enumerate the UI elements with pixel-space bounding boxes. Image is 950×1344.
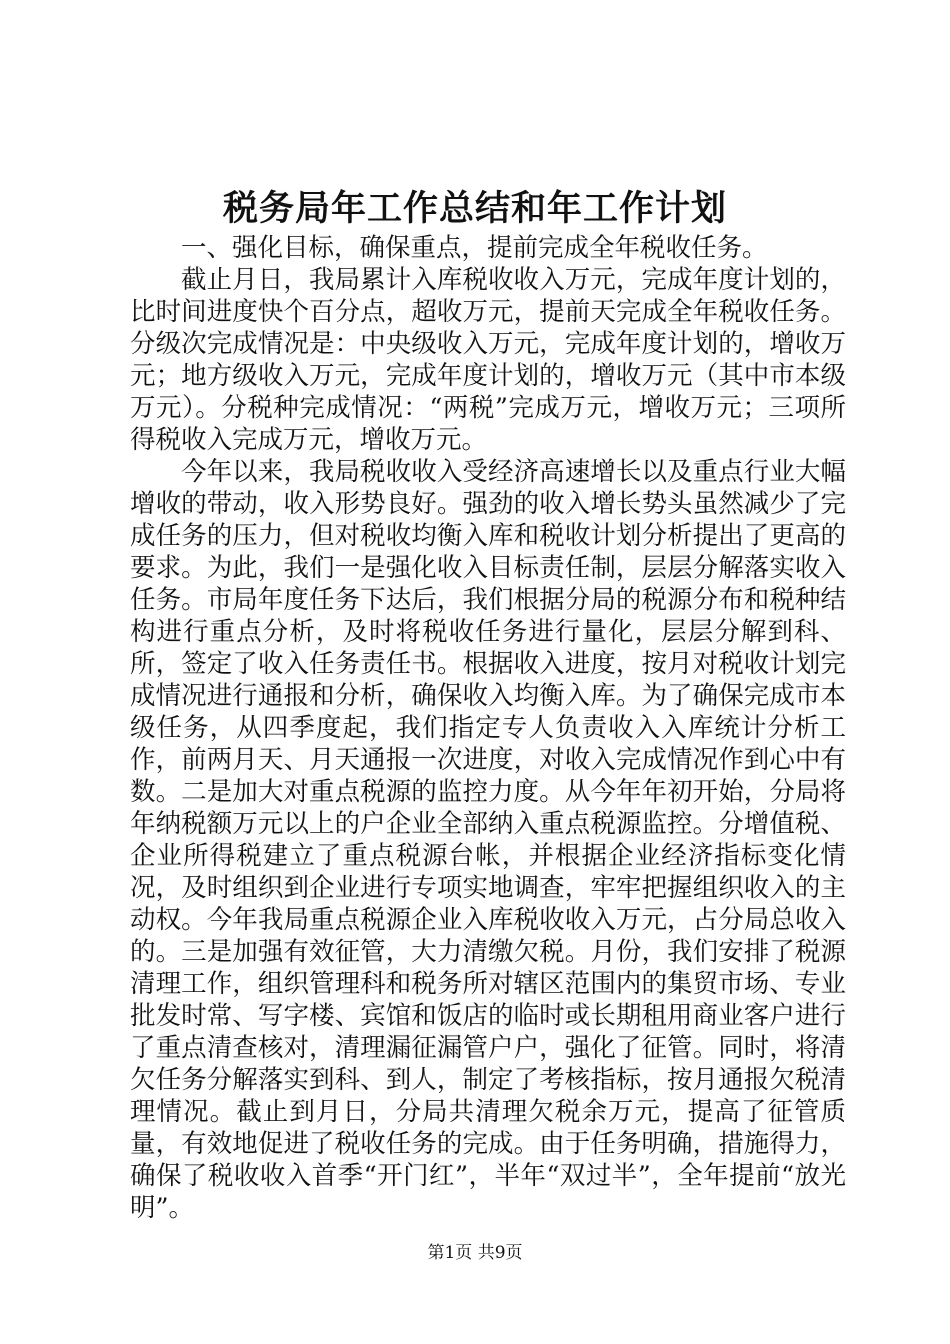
paragraph-revenue-summary: 截止月日，我局累计入库税收收入万元，完成年度计划的，比时间进度快个百分点，超收万元，提前天完成全年税收任务。分级次完成情况是：中央级收入万元，完成年度计划的，增收万元；地方级收入万元，完成年度计划的，增收万元（其中市本级万元）。分税种完成情况：“两税”完成万元，增收万元；三项所得税收入完成万元，增收万元。 (130, 265, 846, 455)
document-body (130, 232, 846, 1224)
page-footer: 第1页 共9页 (427, 1243, 523, 1263)
document-title: 税务局年工作总结和年工作计划 (222, 188, 727, 229)
paragraph-measures: 今年以来，我局税收收入受经济高速增长以及重点行业大幅增收的带动，收入形势良好。强劲的收入增长势头虽然减少了完成任务的压力，但对税收均衡入库和税收计划分析提出了更高的要求。为此，我们一是强化收入目标责任制，层层分解落实收入任务。市局年度任务下达后，我们根据分局的税源分布和税种结构进行重点分析，及时将税收任务进行量化，层层分解到科、所，签定了收入任务责任书。根据收入进度，按月对税收计划完成情况进行通报和分析，确保收入均衡入库。为了确保完成市本级任务，从四季度起，我们指定专人负责收入入库统计分析工作，前两月天、月天通报一次进度，对收入完成情况作到心中有数。二是加大对重点税源的监控力度。从今年年初开始，分局将年纳税额万元以上的户企业全部纳入重点税源监控。分增值税、企业所得税建立了重点税源台帐，并根据企业经济指标变化情况，及时组织到企业进行专项实地调查，牢牢把握组织收入的主动权。今年我局重点税源企业入库税收收入万元，占分局总收入的。三是加强有效征管，大力清缴欠税。月份，我们安排了税源清理工作，组织管理科和税务所对辖区范围内的集贸市场、专业批发时常、写字楼、宾馆和饭店的临时或长期租用商业客户进行了重点清查核对，清理漏征漏管户户，强化了征管。同时，将清欠任务分解落实到科、到人，制定了考核指标，按月通报欠税清理情况。截止到月日，分局共清理欠税余万元，提高了征管质量，有效地促进了税收任务的完成。由于任务明确，措施得力，确保了税收收入首季“开门红”，半年“双过半”，全年提前“放光明”。 (130, 457, 846, 1223)
paragraph-section-heading: 一、强化目标，确保重点，提前完成全年税收任务。 (181, 233, 768, 263)
